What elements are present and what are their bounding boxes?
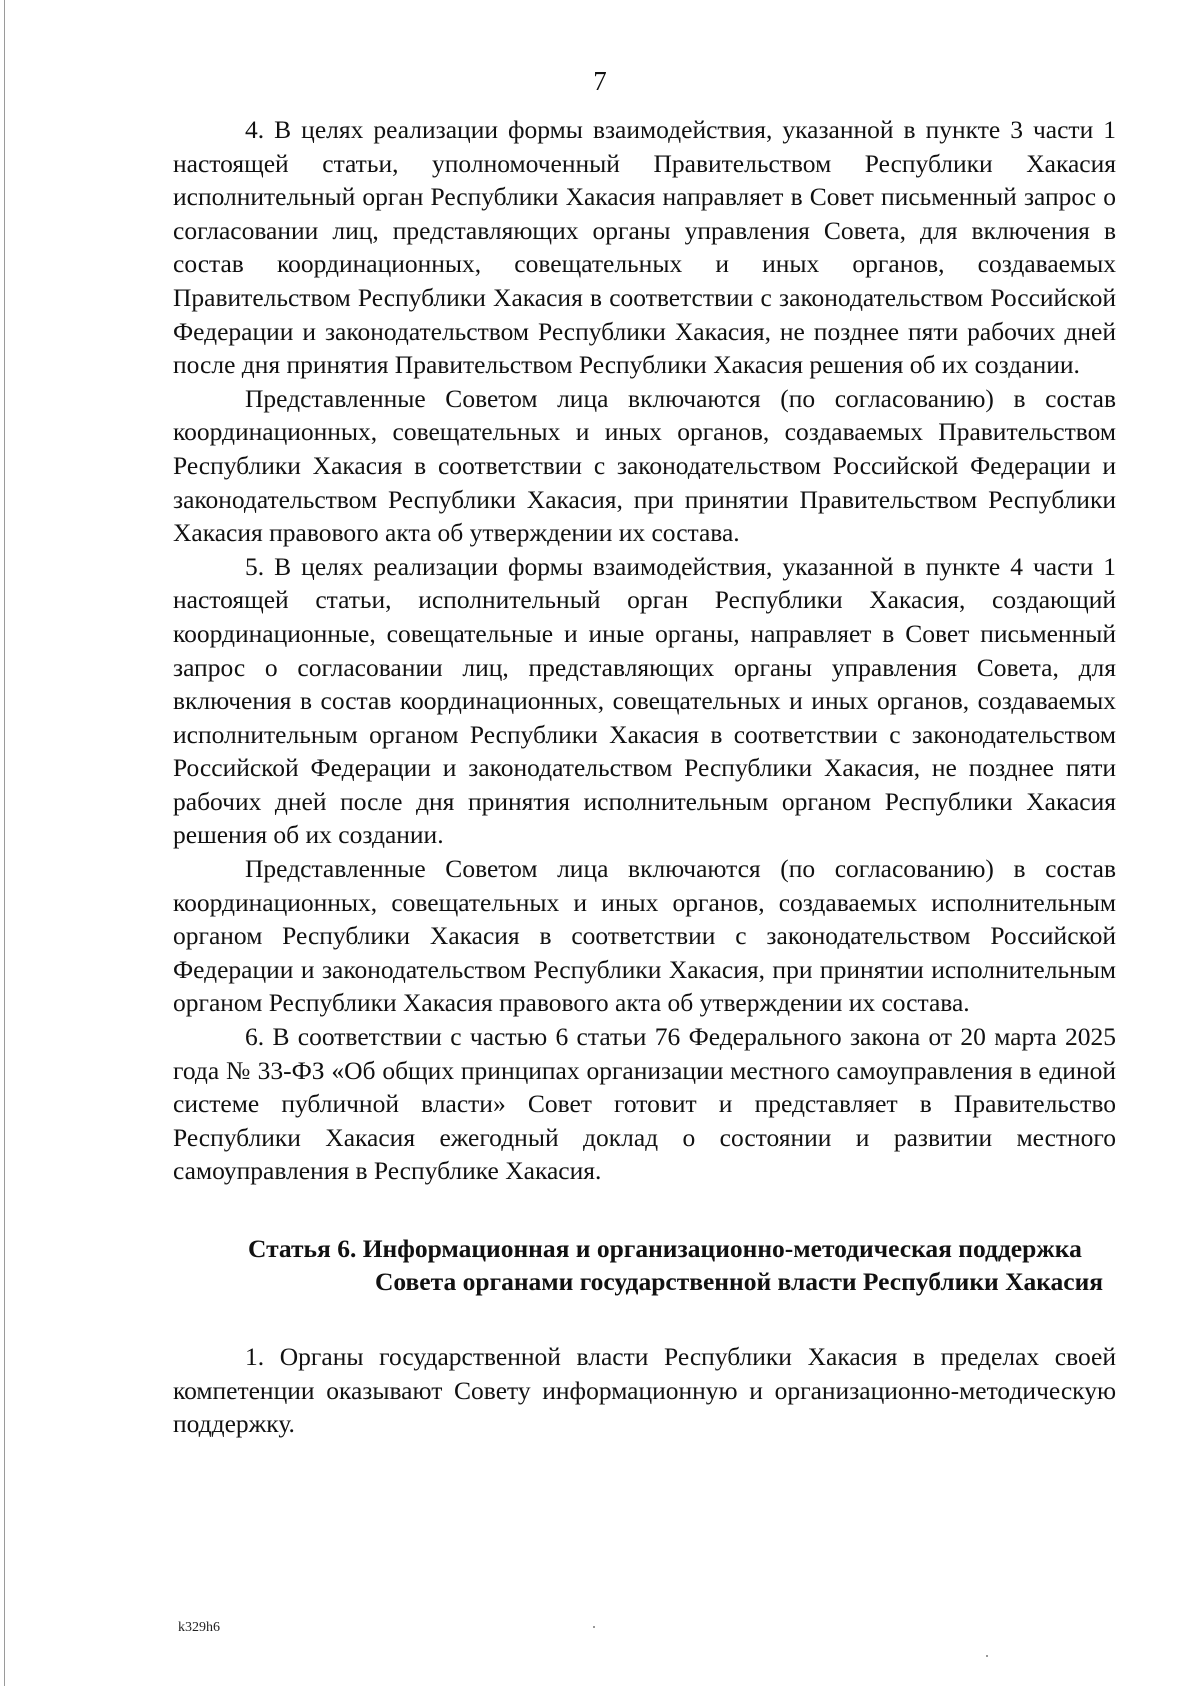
paragraph-4: 4. В целях реализации формы взаимодействия, указанной в пункте 3 части 1 настоящей статьи, уполномоченный Правительством Республики Хакасия исполнительный орган Республики Хакасия направляет в Совет письменный запрос о согласовании лиц, представляющих органы управления Совета, для включения в состав координационных, совещательных и иных органов, создаваемых Правительством Республики Хакасия в соответствии с законодательством Российской Федерации и законодательством Республики Хакасия, не позднее пяти рабочих дней после дня принятия Правительством Республики Хакасия решения об их создании. bbox=[173, 115, 1116, 380]
footer-document-code: k329h6 bbox=[178, 1620, 220, 1635]
article-6-heading: Статья 6. Информационная и организационно-методическая поддержка Совета органами государственной власти Республики Хакасия bbox=[248, 1234, 1104, 1296]
page-number: 7 bbox=[593, 66, 607, 96]
paragraph-4-continuation: Представленные Советом лица включаются (по согласованию) в состав координационных, совещательных и иных органов, создаваемых Правительством Республики Хакасия в соответствии с законодательством Российской Федерации и законодательством Республики Хакасия, при принятии Правительством Республики Хакасия правового акта об утверждении их состава. bbox=[173, 383, 1116, 548]
article-6-paragraph-1: 1. Органы государственной власти Республики Хакасия в пределах своей компетенции оказывают Совету информационную и организационно-методическую поддержку. bbox=[173, 1342, 1116, 1439]
paragraph-6: 6. В соответствии с частью 6 статьи 76 Федерального закона от 20 марта 2025 года № 33-ФЗ «Об общих принципах организации местного самоуправления в единой системе публичной власти» Совет готовит и представляет в Правительство Республики Хакасия ежегодный доклад о состоянии и развитии местного самоуправления в Республике Хакасия. bbox=[173, 1022, 1116, 1186]
paragraph-5-continuation: Представленные Советом лица включаются (по согласованию) в состав координационных, совещательных и иных органов, создаваемых исполнительным органом Республики Хакасия в соответствии с законодательством Российской Федерации и законодательством Республики Хакасия, при принятии исполнительным органом Республики Хакасия правового акта об утверждении их состава. bbox=[173, 854, 1116, 1018]
scan-speck bbox=[593, 1626, 595, 1628]
paragraph-5: 5. В целях реализации формы взаимодействия, указанной в пункте 4 части 1 настоящей статьи, исполнительный орган Республики Хакасия, создающий координационные, совещательные и иные органы, направляет в Совет письменный запрос о согласовании лиц, представляющих органы управления Совета, для включения в состав координационных, совещательных и иных органов, создаваемых исполнительным органом Республики Хакасия в соответствии с законодательством Российской Федерации и законодательством Республики Хакасия, не позднее пяти рабочих дней после дня принятия исполнительным органом Республики Хакасия решения об их создании. bbox=[173, 551, 1116, 850]
scan-edge-line bbox=[4, 0, 5, 1686]
document-body bbox=[173, 113, 1116, 1441]
scan-speck bbox=[986, 1655, 988, 1657]
